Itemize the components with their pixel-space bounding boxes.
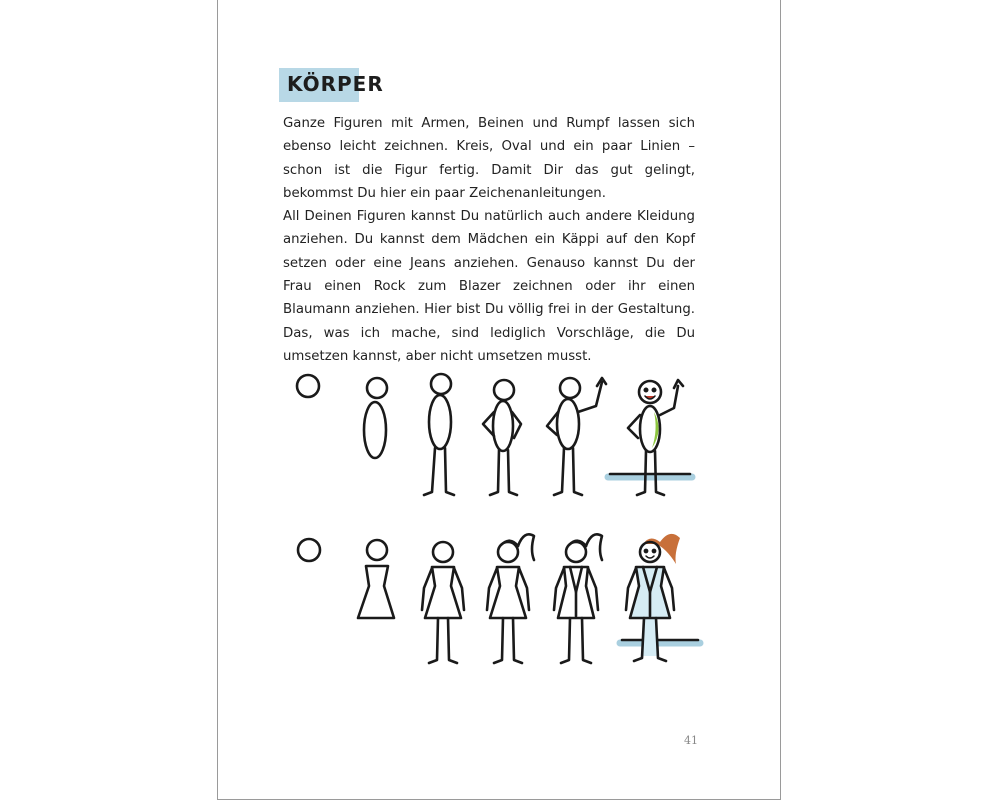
row2-step3-dress-limbs xyxy=(422,542,464,663)
row2-step5-blazer xyxy=(554,534,602,663)
paragraph-1: Ganze Figuren mit Armen, Beinen und Rumpf lassen sich ebenso leicht zeichnen. Kreis, Oval und ein paar Linien – schon ist die Figur fertig. Damit Dir das gut gelingt, bekommst Du hier ein paar Zeichenanleitungen. xyxy=(283,116,695,201)
row2-step4-ponytail xyxy=(487,534,534,663)
row1-step4-arms xyxy=(483,380,521,495)
row1-step1-head xyxy=(297,375,319,397)
page-number: 41 xyxy=(684,734,698,747)
row2-step2-dress xyxy=(358,540,394,618)
section-heading-text: KÖRPER xyxy=(287,72,384,96)
row1-step6-finished xyxy=(608,380,692,495)
row2-step6-finished xyxy=(620,534,700,661)
paragraph-2: All Deinen Figuren kannst Du natürlich auch andere Kleidung anziehen. Du kannst dem Mädchen ein Käppi auf den Kopf setzen oder eine Jeans anziehen. Genauso kannst Du der Frau einen Rock zum Blazer zeichnen oder ihr einen Blaumann anziehen. Hier bist Du völlig frei in der Gestaltung. Das, was ich mache, sind lediglich Vorschläge, die Du umsetzen kannst, aber nicht umsetzen musst. xyxy=(283,209,695,364)
body-text xyxy=(283,112,695,368)
row1-step3-legs xyxy=(424,374,454,495)
row1-step5-waving xyxy=(547,378,606,495)
book-page xyxy=(217,0,781,800)
section-heading xyxy=(279,68,384,102)
stick-figure-illustration xyxy=(218,360,782,680)
row1-step2-oval-body xyxy=(364,378,387,458)
row2-step1-head xyxy=(298,539,320,561)
